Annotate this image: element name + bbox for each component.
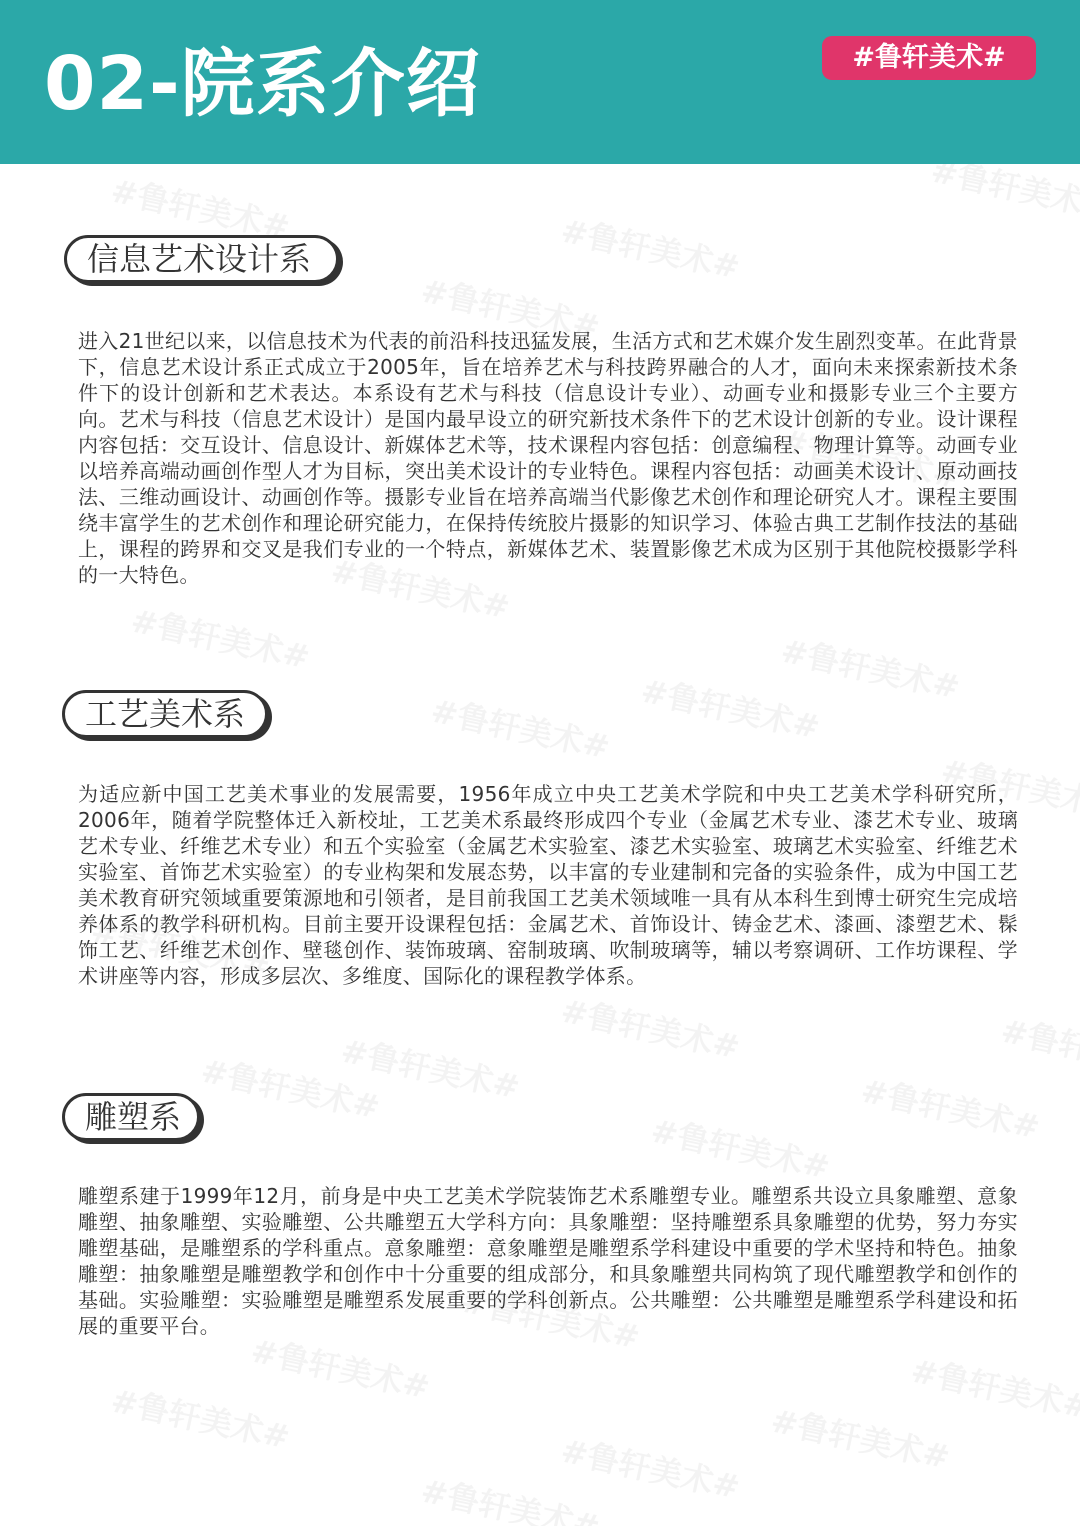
watermark [557, 206, 744, 289]
section-title-info-art-design: 信息艺术设计系 [64, 235, 339, 283]
watermark [107, 1376, 294, 1459]
section-body-arts-crafts: 为适应新中国工艺美术事业的发展需要，1956年成立中央工艺美术学院和中央工艺美术学科研究所，2006年，随着学院整体迁入新校址，工艺美术系最终形成四个专业（金属艺术专业、漆艺术专业、玻璃艺术专业、纤维艺术专业）和五个实验室（金属艺术实验室、漆艺术实验室、玻璃艺术实验室、纤维艺术实验室、首饰艺术实验室）的专业构架和发展态势，以丰富的专业建制和完备的实验条件，成为中国工艺美术教育研究领域重要策源地和引领者，是目前我国工艺美术领域唯一具有从本科生到博士研究生完成培养体系的教学科研机构。目前主要开设课程包括：金属艺术、首饰设计、铸金艺术、漆画、漆塑艺术、髹饰工艺、纤维艺术创作、壁毯创作、装饰玻璃、窑制玻璃、吹制玻璃等，辅以考察调研、工作坊课程、学术讲座等内容，形成多层次、多维度、国际化的课程教学体系。 [78, 782, 1018, 988]
watermark [557, 1426, 744, 1509]
brand-tag: #鲁轩美术# [822, 36, 1036, 80]
section-body-info-art-design: 进入21世纪以来，以信息技术为代表的前沿科技迅猛发展，生活方式和艺术媒介发生剧烈变革。在此背景下，信息艺术设计系正式成立于2005年，旨在培养艺术与科技跨界融合的人才，面向未来探索新技术条件下的设计创新和艺术表达。本系设有艺术与科技（信息设计专业）、动画专业和摄影专业三个主要方向。艺术与科技（信息艺术设计）是国内最早设立的研究新技术条件下的艺术设计创新的专业。设计课程内容包括：交互设计、信息设计、新媒体艺术等，技术课程内容包括：创意编程、物理计算等。动画专业以培养高端动画创作型人才为目标，突出美术设计的专业特色。课程内容包括：动画美术设计、原动画技法、三维动画设计、动画创作等。摄影专业旨在培养高端当代影像艺术创作和理论研究人才。课程主要围绕丰富学生的艺术创作和理论研究能力，在保持传统胶片摄影的知识学习、体验古典工艺制作技法的基础上，课程的跨界和交叉是我们专业的一个特点，新媒体艺术、装置影像艺术成为区别于其他院校摄影学科的一大特色。 [78, 329, 1018, 587]
header-banner [0, 0, 1080, 164]
watermark [927, 164, 1080, 228]
watermark [337, 1026, 524, 1109]
watermark [857, 1066, 1044, 1149]
watermark [417, 1466, 604, 1526]
page-title: 02-院系介绍 [44, 41, 481, 127]
watermark [777, 626, 964, 709]
watermark [197, 1046, 384, 1129]
section-title-sculpture: 雕塑系 [62, 1093, 200, 1141]
section-title-arts-crafts: 工艺美术系 [62, 690, 268, 738]
watermark [637, 666, 824, 749]
watermark [647, 1106, 834, 1189]
watermark [997, 1006, 1080, 1089]
watermark [127, 596, 314, 679]
section-body-sculpture: 雕塑系建于1999年12月，前身是中央工艺美术学院装饰艺术系雕塑专业。雕塑系共设立具象雕塑、意象雕塑、抽象雕塑、实验雕塑、公共雕塑五大学科方向：具象雕塑：坚持雕塑系具象雕塑的优势，努力夯实雕塑基础，是雕塑系的学科重点。意象雕塑：意象雕塑是雕塑系学科建设中重要的学术坚持和特色。抽象雕塑：抽象雕塑是雕塑教学和创作中十分重要的组成部分，和具象雕塑共同构筑了现代雕塑教学和创作的基础。实验雕塑：实验雕塑是雕塑系发展重要的学科创新点。公共雕塑：公共雕塑是雕塑系学科建设和拓展的重要平台。 [78, 1184, 1018, 1338]
watermark [767, 1396, 954, 1479]
watermark [427, 686, 614, 769]
watermark [907, 1346, 1080, 1429]
watermark [557, 986, 744, 1069]
